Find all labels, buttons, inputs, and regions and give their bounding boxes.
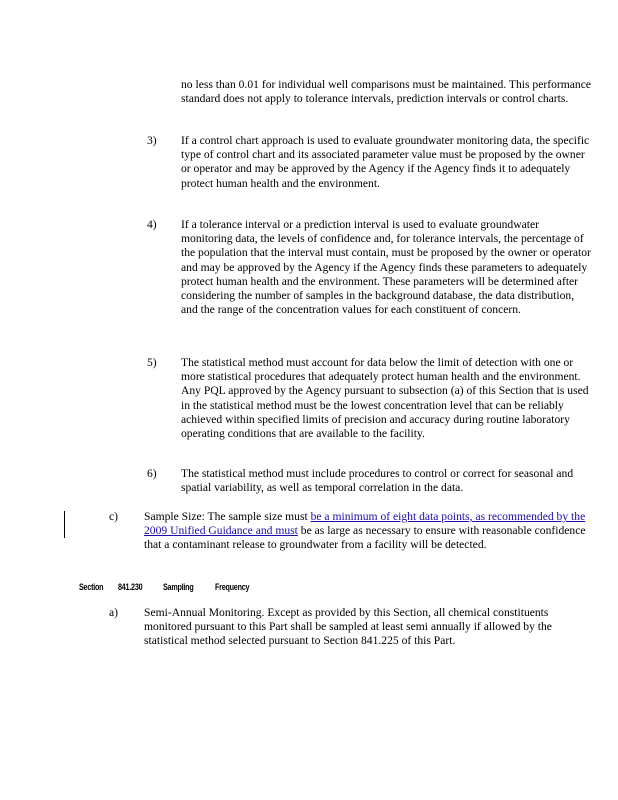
item-text: The statistical method must account for data below the limit of detection with one or more statistical procedures that adequately protect human health and the environment. Any PQL approved by the Agency pursuant to subsection (a) of this Section that is used in the statistical method must be the lowest concentration level that can be reliably achieved within specified limits of precision and accuracy during routine laboratory operating conditions that are available to the facility. bbox=[181, 356, 589, 441]
item-number: 3) bbox=[147, 134, 157, 147]
item-text: If a control chart approach is used to evaluate groundwater monitoring data, the specific type of control chart and its associated parameter value must be proposed by the owner or operator and may be approved by the Agency if the Agency finds it to adequately protect human health and the environment. bbox=[181, 134, 590, 190]
item-number: 4) bbox=[147, 218, 157, 231]
section-number: 841.230 bbox=[118, 582, 143, 592]
continued-paragraph: no less than 0.01 for individual well comparisons must be maintained. This performance standard does not apply to tolerance intervals, prediction intervals or control charts. bbox=[181, 78, 591, 106]
semi-annual-paragraph: Semi-Annual Monitoring. Except as provided by this Section, all chemical constituents monitored pursuant to this Part shall be sampled at least semi annually if allowed by the statistical method selected pursuant to Section 841.225 of this Part. bbox=[144, 606, 552, 648]
item-number: 5) bbox=[147, 356, 157, 369]
sample-size-paragraph bbox=[144, 510, 594, 553]
section-label: Section bbox=[79, 582, 104, 592]
subsection-letter: a) bbox=[109, 606, 119, 619]
change-bar bbox=[64, 511, 65, 538]
section-title-word: Frequency bbox=[215, 582, 250, 592]
section-title-word: Sampling bbox=[163, 582, 194, 592]
subsection-letter: c) bbox=[109, 510, 119, 523]
item-number: 6) bbox=[147, 467, 157, 480]
item-text: The statistical method must include procedures to control or correct for seasonal and spatial variability, as well as temporal correlation in the data. bbox=[181, 467, 574, 495]
item-text: If a tolerance interval or a prediction interval is used to evaluate groundwater monitoring data, the levels of confidence and, for tolerance intervals, the percentage of the population that the interval must contain, must be proposed by the owner or operator and may be approved by the Agency if the Agency finds these parameters to adequately protect human health and the environment. These parameters will be determined after considering the number of samples in the background database, the data distribution, and the range of the concentration values for each constituent of concern. bbox=[181, 218, 591, 317]
inserted-text-link[interactable]: be a minimum of eight data points, as recommended by the 2009 Unified Guidance and must bbox=[144, 510, 586, 538]
sample-size-pre: Sample Size: The sample size must bbox=[144, 510, 311, 523]
sample-size-post: be as large as necessary to ensure with reasonable confidence that a contaminant release to groundwater from a facility will be detected. bbox=[144, 524, 586, 552]
